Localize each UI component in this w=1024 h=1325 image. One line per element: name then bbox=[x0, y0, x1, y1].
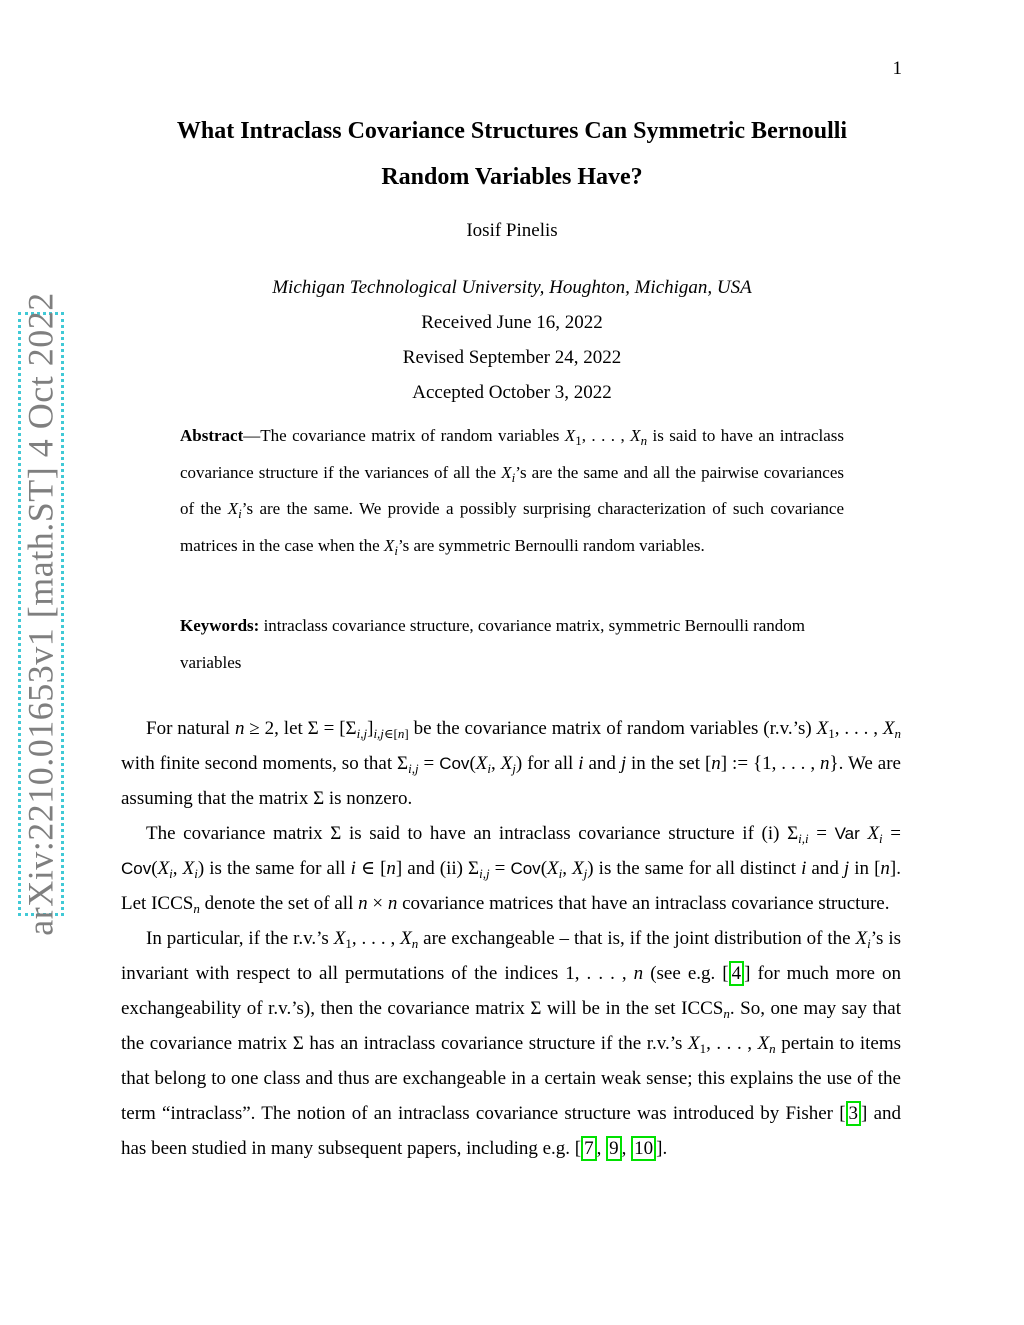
citation-link-3[interactable]: 3 bbox=[846, 1101, 862, 1126]
citation-link-7[interactable]: 7 bbox=[581, 1136, 597, 1161]
arxiv-stamp-text: arXiv:2210.01653v1 [math.ST] 4 Oct 2022 bbox=[21, 292, 62, 936]
title-line-1: What Intraclass Covariance Structures Can Symmetric Bernoulli bbox=[176, 118, 848, 144]
received-date: Received June 16, 2022 bbox=[421, 312, 603, 333]
arxiv-stamp[interactable] bbox=[18, 292, 64, 936]
keywords bbox=[180, 608, 844, 681]
keywords-label: Keywords: bbox=[180, 616, 260, 635]
body-text bbox=[121, 711, 901, 1166]
citation-link-10[interactable]: 10 bbox=[631, 1136, 656, 1161]
abstract: Abstract—The covariance matrix of random variables $X_1$, . . . , $X_n$ is said to have an intraclass covariance structure if the variances of all the $X_i’s$ are the same and all the pairwise covariances of the $X_i’s$ are the same. We provide a possibly surprising characterization of such covariance matrices in the case when the $X_i’s$ are symmetric Bernoulli random variables. bbox=[180, 426, 845, 558]
page-number: 1 bbox=[892, 58, 902, 79]
paragraph: In particular, if the r.v.’s $X_1$, . . . , $X_n$ are exchangeable – that is, if the joint distribution of the $X_i’s$ is invariant with respect to all permutations of the indices 1, . . . , n (see e.g. [ 4 ] for much more on exchangeability of r.v.’s), then the covariance matrix Σ will be in the set $ICCS_n$. So, one may say that the covariance matrix Σ has an intraclass covariance structure if the r.v.’s $X_1$, . . . , $X_n$ pertain to items that belong to one class and thus are exchangeable in a certain weak sense; this explains the use of the term “intraclass”. The notion of an intraclass covariance structure was introduced by Fisher [ 3 ] and has been studied in many subsequent papers, including e.g. [ 7 , 9 , 10 ]. bbox=[121, 928, 901, 1159]
citation-link-4[interactable]: 4 bbox=[729, 961, 745, 986]
citation-link-9[interactable]: 9 bbox=[606, 1136, 622, 1161]
keywords-text: intraclass covariance structure, covariance matrix, symmetric Bernoulli random variables bbox=[180, 616, 806, 672]
author: Iosif Pinelis bbox=[466, 220, 558, 241]
revised-date: Revised September 24, 2022 bbox=[402, 347, 622, 368]
paragraph: For natural n ≥ 2, let $\Sigma = [\Sigma_{i,j}]_{i,j\in[n]}$ be the covariance matrix of random variables (r.v.’s) $X_1$, . . . , $X_n$ with finite second moments, so that $\Sigma_{i,j} = Cov(X_i$, $X_j$) for all i and j in the set [n] := {1, . . . , n}. We are assuming that the matrix Σ is nonzero. bbox=[121, 718, 902, 809]
accepted-date: Accepted October 3, 2022 bbox=[412, 382, 612, 403]
abstract-label: Abstract bbox=[180, 426, 244, 445]
affiliation: Michigan Technological University, Houghton, Michigan, USA bbox=[272, 277, 752, 298]
title-line-2: Random Variables Have? bbox=[381, 164, 643, 190]
paper-title bbox=[100, 108, 924, 200]
paragraph: The covariance matrix Σ is said to have an intraclass covariance structure if (i) $\Sigma_{i,i}$ = Var $X_i = Cov(X_i$, $X_i$) is the same for all i ∈ [n] and (ii) $\Sigma_{i,j} = Cov(X_i$, $X_j$) is the same for all distinct i and j in [n]. Let $ICCS_n$ denote the set of all n × n covariance matrices that have an intraclass covariance structure. bbox=[121, 823, 902, 916]
